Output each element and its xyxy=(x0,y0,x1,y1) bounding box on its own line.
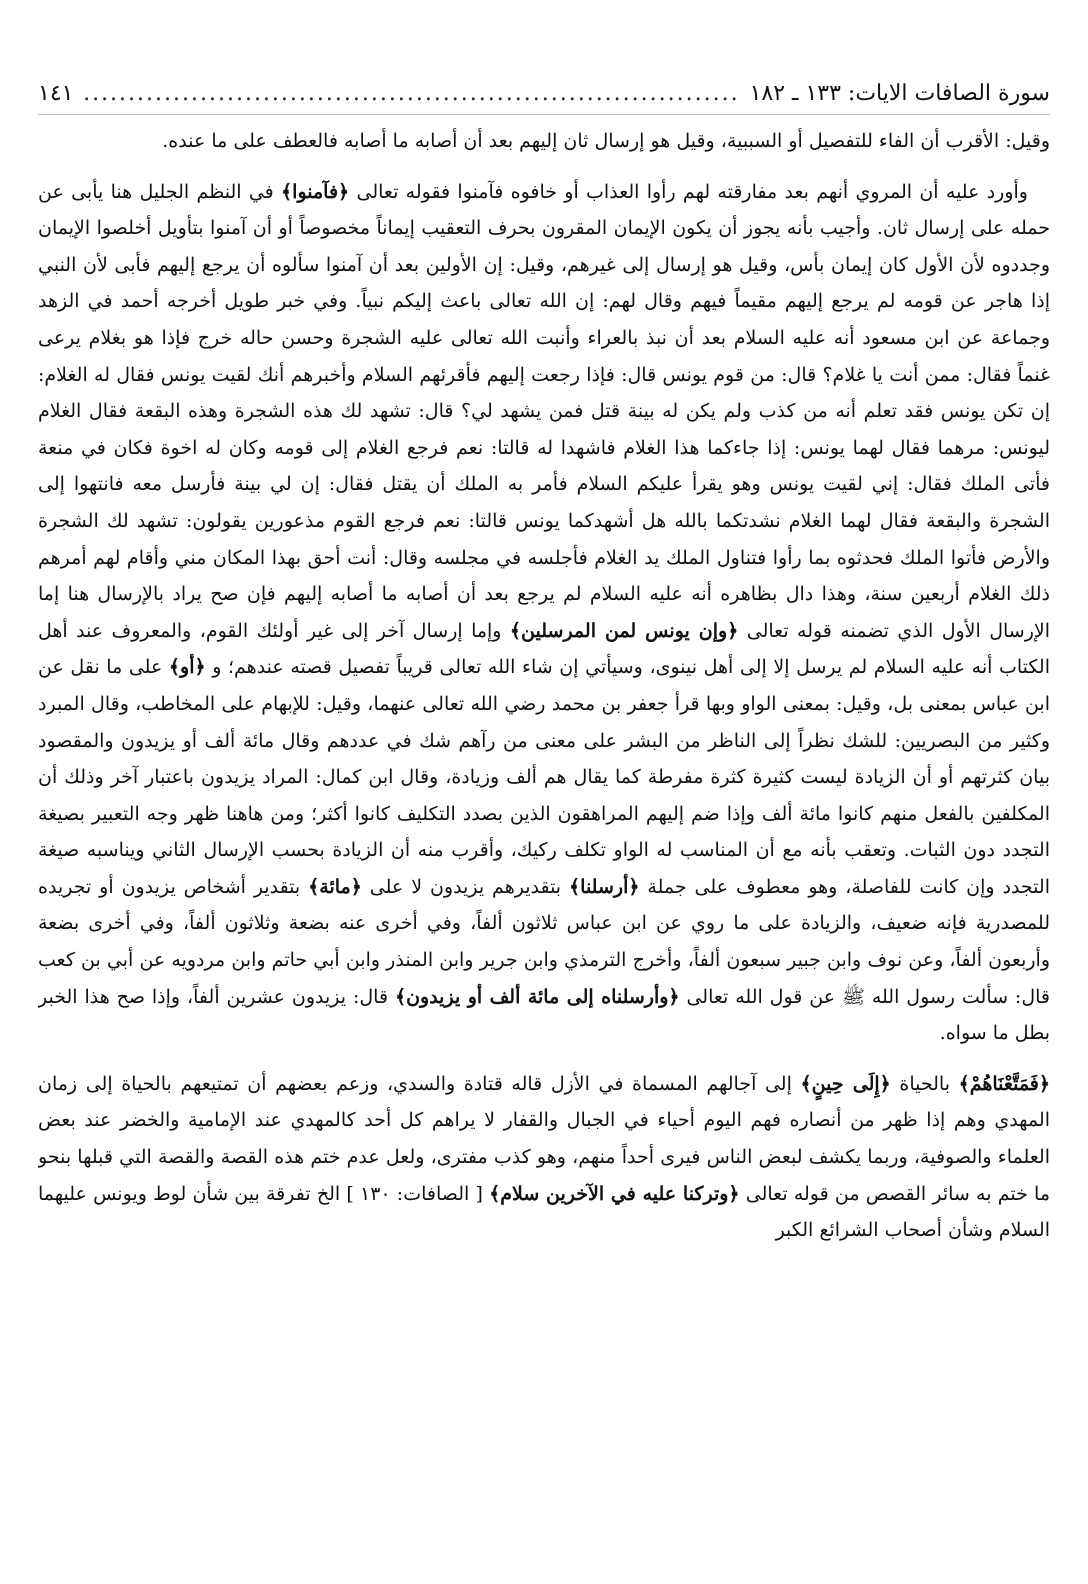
quran-quote: ﴿فآمنوا﴾ xyxy=(281,180,350,203)
running-header xyxy=(38,78,1050,115)
text-run: [ الصافات: ١٣٠ ] الخ تفرقة بين شأن لوط ويونس عليهما السلام وشأن أصحاب الشرائع الكبر xyxy=(38,1182,1050,1242)
text-run: بالحياة xyxy=(890,1072,959,1095)
quran-quote: ﴿وأرسلناه إلى مائة ألف أو يزيدون﴾ xyxy=(394,985,680,1008)
text-run: إلى آجالهم المسماة في الأزل قاله قتادة والسدي، وزعم بعضهم أن تمتيعهم بالحياة إلى زمان المهدي وهم إذا ظهر من أنصاره فهم اليوم أحياء في الجبال والقفار لا يراهم كل أحد كالمهدي عند الإمامية والخضر عند بعض العلماء والصوفية، وربما يكشف لبعض الناس فيرى أحداً منهم، وهو كذب مفترى، ولعل عدم ختم هذه القصة والقصة التي قبلها بنحو ما ختم به سائر القصص من قوله تعالى xyxy=(38,1072,1050,1205)
text-run: بتقدير أشخاص يزيدون أو تجريده للمصدرية فإنه ضعيف، والزيادة على ما روي عن ابن عباس ثلاثون ألفاً، وفي أخرى عنه بضعة وثلاثون ألفاً، وفي أخرى بضعة وأربعون ألفاً، وعن نوف وابن جبير سبعون ألفاً، وأخرج الترمذي وابن جرير وابن المنذر وابن أبي حاتم وابن مردويه عن أبي بن كعب قال: سألت رسول الله ﷺ عن قول الله تعالى xyxy=(38,875,1050,1008)
quran-quote: ﴿إِلَى حِينٍ﴾ xyxy=(800,1072,891,1095)
text-run: وإما إرسال آخر إلى غير أولئك القوم، والمعروف عند أهل الكتاب أنه عليه السلام لم يرسل إلا إلى أهل نينوى، وسيأتي إن شاء الله تعالى قريباً تفصيل قصته عندهم؛ و xyxy=(38,619,1050,679)
text-run: وقيل: الأقرب أن الفاء للتفصيل أو السببية، وقيل هو إرسال ثان إليهم بعد أن أصابه ما أصابه فالعطف على ما عنده. xyxy=(162,130,1050,152)
text-run: بتقديرهم يزيدون لا على xyxy=(361,875,570,898)
quran-quote: ﴿وتركنا عليه في الآخرين سلام﴾ xyxy=(489,1182,740,1205)
book-page xyxy=(38,78,1050,1558)
text-run: وأورد عليه أن المروي أنهم بعد مفارقته لهم رأوا العذاب أو خافوه فآمنوا فقوله تعالى xyxy=(349,180,1028,203)
dot-leader xyxy=(83,78,739,110)
quran-quote: ﴿فَمَتَّعْنَاهُمْ﴾ xyxy=(958,1072,1050,1095)
surah-title: سورة الصافات الايات: ١٣٣ ـ ١٨٢ xyxy=(749,81,1050,106)
text-run: في النظم الجليل هنا يأبى عن حمله على إرسال ثان. وأجيب بأنه يجوز أن يكون الإيمان المقرون بحرف التعقيب إيماناً مخصوصاً أو أن آمنوا بتأويل أخلصوا الإيمان وجددوه لأن الأول كان إيمان بأس، وقيل هو إرسال إلى غيرهم، وقيل: إن الأولين بعد أن آمنوا سألوه أن يرجع إليهم فأبى لأن النبي إذا هاجر عن قومه لم يرجع إليهم مقيماً فيهم وقال لهم: إن الله تعالى باعث إليكم نبياً. وفي خبر طويل أخرجه أحمد في الزهد وجماعة عن ابن مسعود أنه عليه السلام بعد أن نبذ بالعراء وأنبت الله تعالى عليه الشجرة وحسن حاله خرج فإذا هو بغلام يرعى غنماً فقال: ممن أنت يا غلام؟ قال: من قوم يونس قال: فإذا رجعت إليهم فأقرئهم السلام وأخبرهم أنك لقيت يونس فقال له الغلام: إن تكن يونس فقد تعلم أنه من كذب ولم يكن له بينة قتل فمن يشهد لي؟ قال: تشهد لك هذه الشجرة وهذه البقعة فقال الغلام ليونس: مرهما فقال لهما يونس: إذا جاءكما هذا الغلام فاشهدا له قالتا: نعم فرجع الغلام إلى قومه وكان له اخوة فكان في منعة فأتى الملك فقال: إني لقيت يونس وهو يقرأ عليكم السلام فأمر به الملك أن يقتل فقال: إن لي بينة فأرسل معه فانتهوا إلى الشجرة والبقعة فقال لهما الغلام نشدتكما بالله هل أشهدكما يونس قالتا: نعم فرجع القوم مذعورين يقولون: تشهد لك الشجرة والأرض فأتوا الملك فحدثوه بما رأوا فتناول الملك يد الغلام فأجلسه في مجلسه وقال: أنت أحق بهذا المكان مني وأقام لهم أمرهم ذلك الغلام أربعين سنة، وهذا دال بظاهره أنه عليه السلام لم يرجع بعد أن أصابه ما أصابه إليهم فإن صح يراد بالإرسال هنا إما الإرسال الأول الذي تضمنه قوله تعالى xyxy=(38,180,1050,642)
text-run: على ما نقل عن ابن عباس بمعنى بل، وقيل: بمعنى الواو وبها قرأ جعفر بن محمد رضي الله تعالى عنهما، وقيل: للإبهام على المخاطب، وقال المبرد وكثير من البصريين: للشك نظراً إلى الناظر من البشر على معنى من رآهم شك في عددهم وقال مائة ألف أو يزيدون والمقصود بيان كثرتهم أو أن الزيادة ليست كثيرة كثرة مفرطة كما يقال هم ألف وزيادة، وقال ابن كمال: المراد يزيدون باعتبار آخر وذلك أن المكلفين بالفعل منهم كانوا مائة ألف وإذا ضم إليهم المراهقون الذين بصدد التكليف كانوا أكثر؛ ومن هاهنا ظهر وجه التعبير بصيغة التجدد دون الثبات. وتعقب بأنه مع أن المناسب له الواو تكلف ركيك، وأقرب منه أن الزيادة بحسب الإرسال الثاني ويناسبه صيغة التجدد وإن كانت للفاصلة، وهو معطوف على جملة xyxy=(38,656,1050,898)
text-run: قال: يزيدون عشرين ألفاً، وإذا صح هذا الخبر بطل ما سواه. xyxy=(38,985,1050,1045)
page-number: ١٤١ xyxy=(38,81,74,106)
quran-quote: ﴿أرسلنا﴾ xyxy=(569,875,640,898)
paragraph-verse-commentary xyxy=(38,1066,1050,1249)
paragraph-commentary xyxy=(38,174,1050,1052)
quran-quote: ﴿أو﴾ xyxy=(168,656,206,679)
quran-quote: ﴿وإن يونس لمن المرسلين﴾ xyxy=(509,619,739,642)
paragraph-intro xyxy=(38,123,1050,160)
quran-quote: ﴿مائة﴾ xyxy=(308,875,362,898)
